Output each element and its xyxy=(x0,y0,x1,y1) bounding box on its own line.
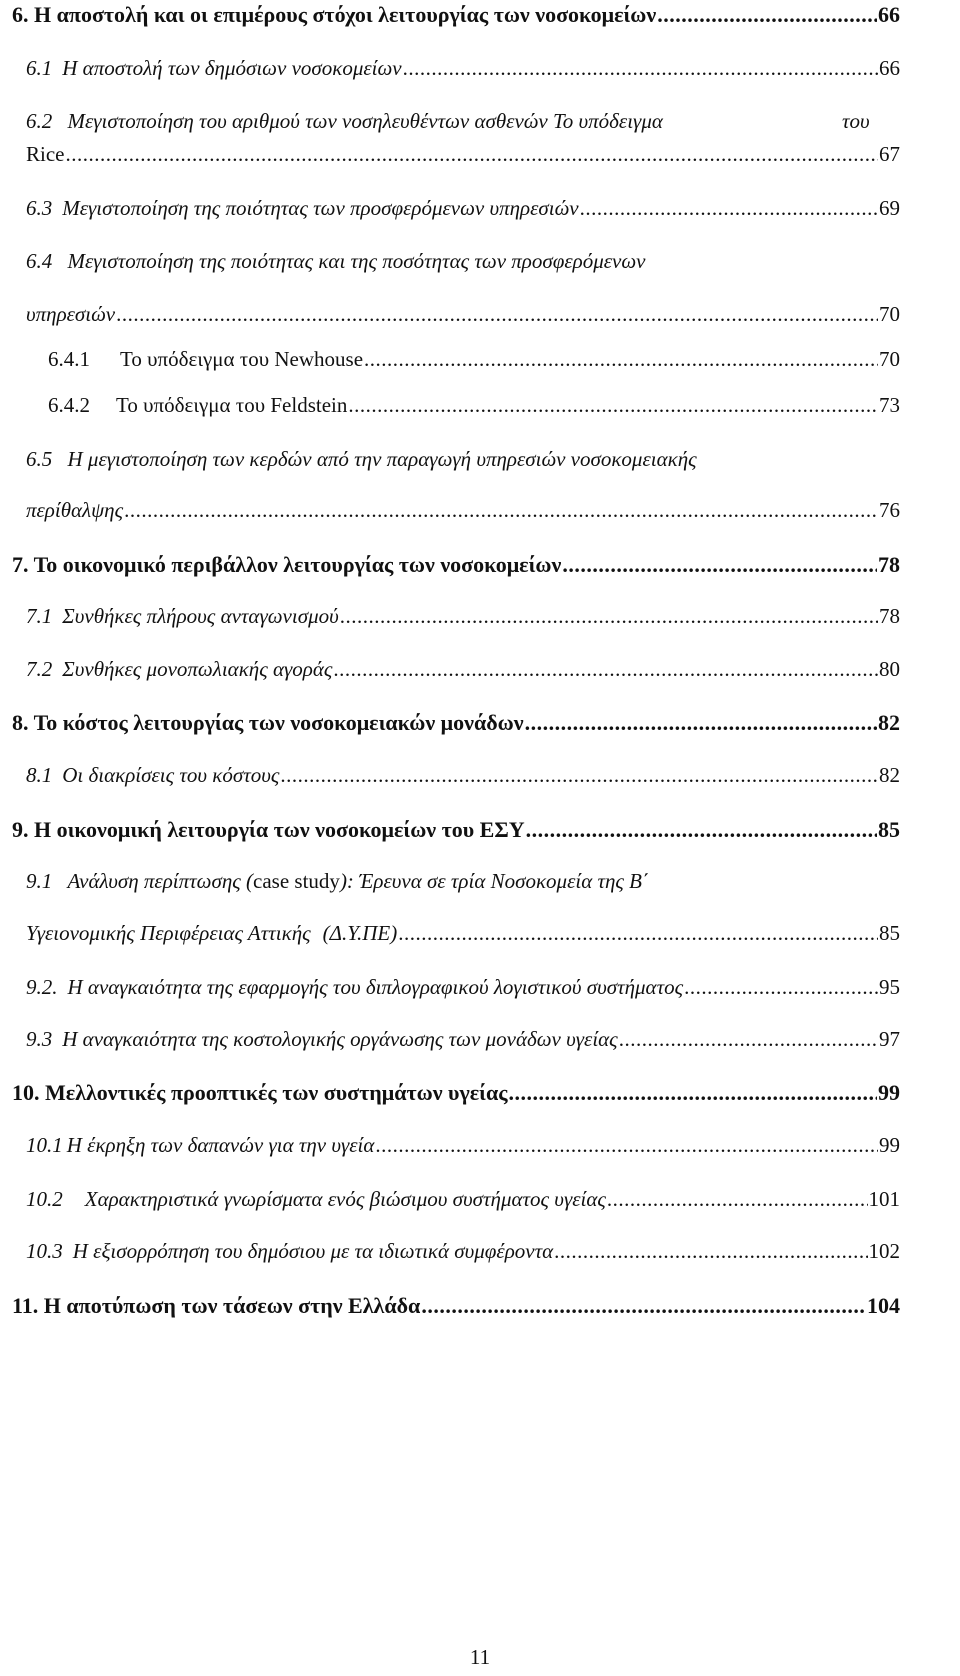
toc-entry-title: Η αναγκαιότητα της κοστολογικής οργάνωσης των μονάδων υγείας xyxy=(62,1027,618,1051)
toc-entry-7-1 xyxy=(26,601,900,631)
dot-leader xyxy=(340,601,878,631)
dot-leader xyxy=(65,139,878,169)
toc-entry-7 xyxy=(12,550,900,580)
toc-entry-title: Μεγιστοποίηση της ποιότητας των προσφερόμενων υπηρεσιών xyxy=(62,196,579,220)
toc-entry-8-1 xyxy=(26,760,900,790)
toc-entry-7-2 xyxy=(26,654,900,684)
toc-entry-page: 80 xyxy=(879,657,900,681)
toc-entry-6 xyxy=(12,0,900,30)
toc-entry-number: 6.2 xyxy=(26,109,53,133)
toc-entry-9-3 xyxy=(26,1024,900,1054)
toc-entry-10 xyxy=(12,1078,900,1108)
page-number: 11 xyxy=(469,1645,491,1669)
toc-entry-number: 10.3 xyxy=(26,1239,63,1263)
dot-leader xyxy=(657,0,877,30)
toc-entry-number: 6.4 xyxy=(26,249,53,273)
toc-entry-6-5 xyxy=(26,495,900,525)
toc-entry-page: 73 xyxy=(879,393,900,417)
toc-entry-title: 6. Η αποστολή και οι επιμέρους στόχοι λειτουργίας των νοσοκομείων xyxy=(12,2,657,27)
toc-entry-page: 99 xyxy=(878,1080,900,1105)
toc-entry-title: 10. Μελλοντικές προοπτικές των συστημάτων υγείας xyxy=(12,1080,508,1105)
toc-entry-page: 76 xyxy=(879,498,900,522)
toc-entry-title: Η εξισορρόπηση του δημόσιου με τα ιδιωτικά συμφέροντα xyxy=(72,1239,554,1263)
toc-entry-title: 11. Η αποτύπωση των τάσεων στην Ελλάδα xyxy=(12,1293,421,1318)
toc-entry-page: 82 xyxy=(879,763,900,787)
toc-entry-page: 99 xyxy=(879,1133,900,1157)
toc-entry-6-3 xyxy=(26,193,900,223)
toc-entry-number: 6.5 xyxy=(26,447,53,471)
toc-entry-title-continued: υπηρεσιών xyxy=(26,302,116,326)
dot-leader xyxy=(124,495,878,525)
toc-entry-6-5-line1 xyxy=(26,444,697,474)
toc-entry-number: 7.1 xyxy=(26,604,53,628)
toc-entry-page: 101 xyxy=(868,1187,900,1211)
toc-entry-10-1 xyxy=(26,1130,900,1160)
toc-entry-10-2 xyxy=(26,1184,900,1214)
toc-entry-page: 102 xyxy=(868,1239,900,1263)
toc-entry-title: Η έκρηξη των δαπανών για την υγεία xyxy=(66,1133,375,1157)
toc-entry-6-4 xyxy=(26,299,900,329)
dot-leader xyxy=(526,815,877,845)
toc-entry-title: Συνθήκες μονοπωλιακής αγοράς xyxy=(62,657,333,681)
toc-entry-page: 70 xyxy=(879,302,900,326)
toc-entry-title: Η αναγκαιότητα της εφαρμογής του διπλογραφικού λογιστικού συστήματος xyxy=(67,975,684,999)
toc-entry-number: 10.1 xyxy=(26,1133,63,1157)
toc-entry-title: Η αποστολή των δημόσιων νοσοκομείων xyxy=(62,56,402,80)
toc-entry-6-4-2 xyxy=(48,390,900,420)
toc-entry-title-continued: περίθαλψης xyxy=(26,498,124,522)
toc-entry-6-1 xyxy=(26,53,900,83)
toc-entry-title: Μεγιστοποίηση του αριθμού των νοσηλευθέντων ασθενών Το υπόδειγμα xyxy=(67,109,663,133)
toc-entry-number: 6.1 xyxy=(26,56,53,80)
toc-entry-title: Χαρακτηριστικά γνωρίσματα ενός βιώσιμου συστήματος υγείας xyxy=(84,1187,606,1211)
toc-entry-title: 9. Η οικονομική λειτουργία των νοσοκομείων του ΕΣΥ xyxy=(12,817,525,842)
toc-entry-10-3 xyxy=(26,1236,900,1266)
toc-entry-page: 82 xyxy=(878,710,900,735)
dot-leader xyxy=(580,193,878,223)
toc-entry-page: 67 xyxy=(879,142,900,166)
dot-leader xyxy=(364,344,878,374)
toc-entry-number: 9.3 xyxy=(26,1027,53,1051)
toc-entry-title: Συνθήκες πλήρους ανταγωνισμού xyxy=(62,604,339,628)
toc-entry-6-2-line1 xyxy=(26,106,663,136)
dot-leader xyxy=(607,1184,868,1214)
toc-entry-title: 7. Το οικονομικό περιβάλλον λειτουργίας των νοσοκομείων xyxy=(12,552,562,577)
toc-entry-9 xyxy=(12,815,900,845)
toc-entry-11 xyxy=(12,1291,900,1321)
toc-entry-page: 66 xyxy=(878,2,900,27)
toc-entry-title-term: case study xyxy=(253,869,340,893)
toc-entry-number: 10.2 xyxy=(26,1187,63,1211)
toc-entry-page: 78 xyxy=(879,604,900,628)
toc-entry-page: 85 xyxy=(878,817,900,842)
dot-leader xyxy=(116,299,878,329)
toc-entry-number: 6.4.2 xyxy=(48,393,90,417)
dot-leader xyxy=(525,708,877,738)
toc-entry-title: Ανάλυση περίπτωσης ( xyxy=(67,869,254,893)
dot-leader xyxy=(509,1078,877,1108)
toc-entry-title: Το υπόδειγμα του Newhouse xyxy=(120,347,364,371)
toc-entry-title-continued: Rice xyxy=(26,142,65,166)
toc-entry-6-4-1 xyxy=(48,344,900,374)
toc-entry-number: 6.3 xyxy=(26,196,53,220)
toc-entry-title: 8. Το κόστος λειτουργίας των νοσοκομειακών μονάδων xyxy=(12,710,524,735)
dot-leader xyxy=(280,760,878,790)
toc-entry-title-tail: του xyxy=(842,109,870,133)
toc-entry-title-abbrev: (Δ.Υ.ΠΕ) xyxy=(322,921,398,945)
toc-entry-page: 104 xyxy=(867,1293,900,1318)
toc-entry-page: 78 xyxy=(878,552,900,577)
dot-leader xyxy=(421,1291,866,1321)
toc-entry-title-continued: Υγειονομικής Περιφέρειας Αττικής xyxy=(26,921,311,945)
toc-entry-9-1-line1 xyxy=(26,866,649,896)
dot-leader xyxy=(554,1236,867,1266)
toc-entry-title: Οι διακρίσεις του κόστους xyxy=(62,763,280,787)
dot-leader xyxy=(348,390,878,420)
toc-entry-page: 85 xyxy=(879,921,900,945)
toc-entry-number: 9.1 xyxy=(26,869,53,893)
toc-entry-number: 9.2. xyxy=(26,975,58,999)
toc-entry-title: Η μεγιστοποίηση των κερδών από την παραγωγή υπηρεσιών νοσοκομειακής xyxy=(67,447,697,471)
dot-leader xyxy=(619,1024,878,1054)
toc-entry-number: 7.2 xyxy=(26,657,53,681)
dot-leader xyxy=(403,53,878,83)
toc-entry-title: Μεγιστοποίηση της ποιότητας και της ποσότητας των προσφερόμενων xyxy=(67,249,646,273)
toc-entry-8 xyxy=(12,708,900,738)
dot-leader xyxy=(375,1130,878,1160)
toc-entry-page: 95 xyxy=(879,975,900,999)
toc-entry-9-1 xyxy=(26,918,900,948)
toc-entry-title: Το υπόδειγμα του Feldstein xyxy=(116,393,348,417)
dot-leader xyxy=(562,550,877,580)
toc-entry-number: 8.1 xyxy=(26,763,53,787)
dot-leader xyxy=(333,654,878,684)
toc-entry-page: 66 xyxy=(879,56,900,80)
dot-leader xyxy=(684,972,878,1002)
toc-entry-page: 69 xyxy=(879,196,900,220)
toc-entry-6-2 xyxy=(26,139,900,169)
toc-entry-9-2 xyxy=(26,972,900,1002)
toc-entry-number: 6.4.1 xyxy=(48,347,90,371)
toc-entry-page: 97 xyxy=(879,1027,900,1051)
toc-entry-page: 70 xyxy=(879,347,900,371)
toc-entry-title-rest: ): Έρευνα σε τρία Νοσοκομεία της Β΄ xyxy=(339,869,650,893)
toc-entry-6-4-line1 xyxy=(26,246,646,276)
dot-leader xyxy=(398,918,878,948)
